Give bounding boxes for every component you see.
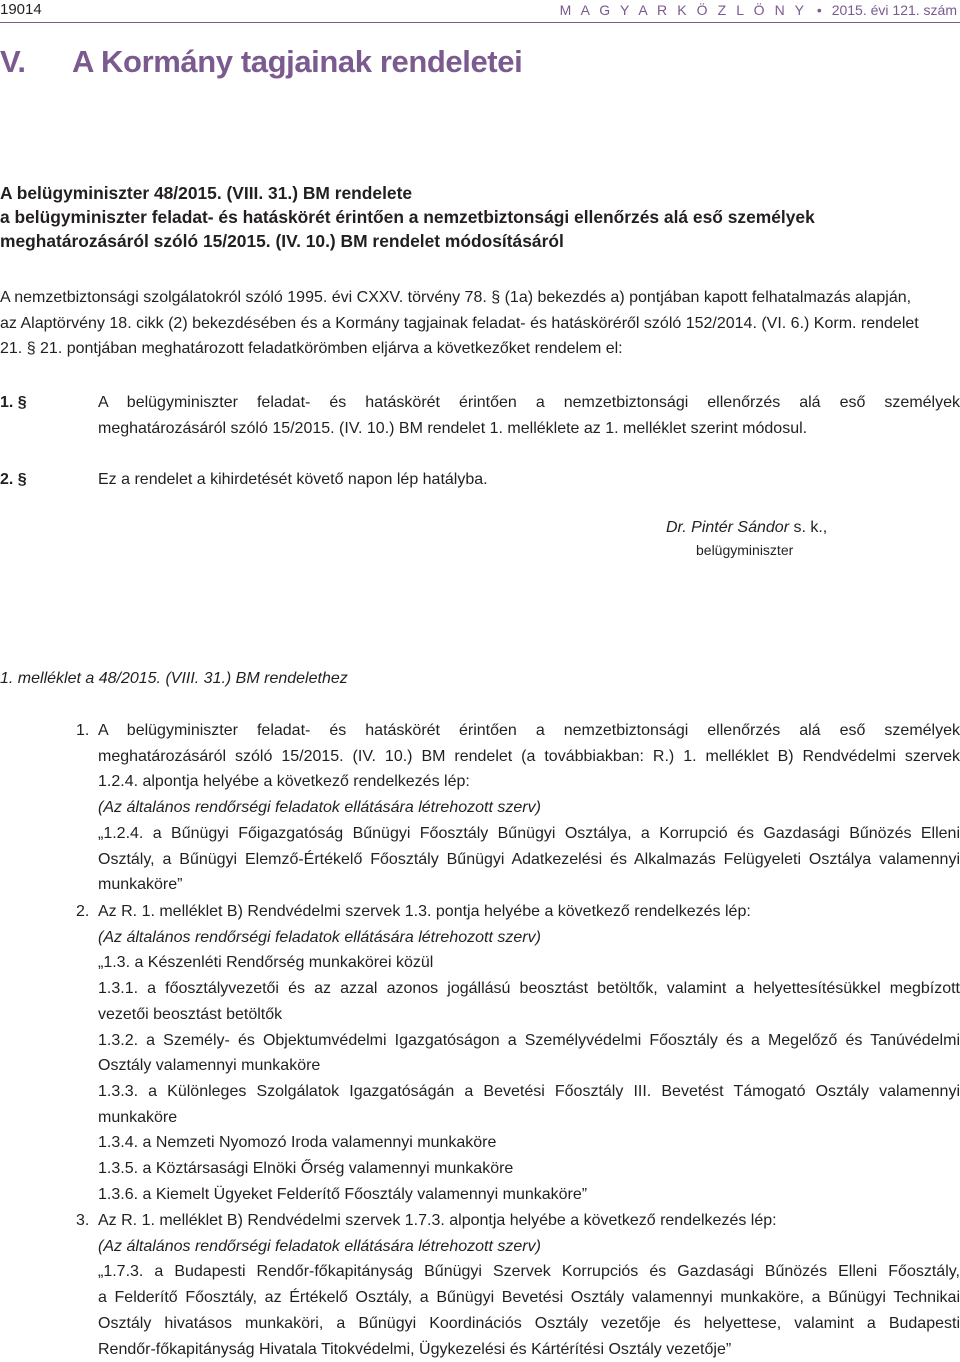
preamble-line: A nemzetbiztonsági szolgálatokról szóló 1995. évi CXXV. törvény 78. § (1a) bekezdés a) pontjában kapott felhatalmazás alapján,	[0, 289, 912, 306]
article-line: Ez a rendelet a kihirdetését követő napon lép hatályba.	[98, 471, 488, 488]
bullet-separator: •	[816, 2, 822, 18]
annex-line: meghatározásáról szóló 15/2015. (IV. 10.) BM rendelet (a továbbiakban: R.) 1. melléklet B) Rendvédelmi szervek	[98, 747, 960, 765]
annex-line: munkaköre”	[98, 876, 183, 894]
annex-line: A belügyminiszter feladat- és hatáskörét érintően a nemzetbiztonsági ellenőrzés alá eső személyek	[98, 722, 960, 739]
section-title-text: A Kormány tagjainak rendeletei	[72, 44, 523, 79]
article-line: meghatározásáról szóló 15/2015. (IV. 10.) BM rendelet 1. melléklete az 1. melléklet szerint módosul.	[98, 419, 808, 437]
signer-title: belügyminiszter	[696, 542, 794, 558]
annex-line: 1.3.6. a Kiemelt Ügyeket Felderítő Főosztály valamennyi munkaköre”	[98, 1185, 588, 1203]
decree-title-line: meghatározásáról szóló 15/2015. (IV. 10.) BM rendelet módosításáról	[0, 231, 564, 251]
annex-line: munkaköre	[98, 1108, 178, 1126]
decree-title	[0, 181, 960, 253]
annex-line: (Az általános rendőrségi feladatok ellátására létrehozott szerv)	[98, 799, 541, 817]
signature-name	[666, 519, 827, 537]
annex-item-number: 3.	[76, 1212, 90, 1229]
signer-suffix: s. k.,	[789, 519, 828, 536]
article-text	[98, 467, 960, 493]
annex-item-body	[98, 1208, 960, 1362]
annex-line: Az R. 1. melléklet B) Rendvédelmi szervek 1.7.3. alpontja helyébe a következő rendelkezés lép:	[98, 1212, 777, 1229]
annex-line: vezetői beosztást betöltők	[98, 1005, 283, 1023]
preamble-line: 21. § 21. pontjában meghatározott feladatkörömben eljárva a következőket rendelem el:	[0, 340, 623, 358]
annex-line: Rendőr-főkapitányság Hivatala Titokvédelmi, Ügykezelési és Kártérítési Osztály vezetője”	[98, 1340, 732, 1358]
section-number: V.	[0, 44, 26, 79]
annex-line: „1.2.4. a Bűnügyi Főigazgatóság Bűnügyi Főosztály Bűnügyi Osztálya, a Korrupció és Gazdasági Bűnözés Elleni	[98, 824, 960, 842]
annex-line: 1.2.4. alpontja helyébe a következő rendelkezés lép:	[98, 773, 470, 791]
article-line: A belügyminiszter feladat- és hatáskörét érintően a nemzetbiztonsági ellenőrzés alá eső személyek	[98, 394, 960, 411]
decree-title-line: a belügyminiszter feladat- és hatáskörét érintően a nemzetbiztonsági ellenőrzés alá eső személyek	[0, 207, 815, 227]
annex-line: „1.3. a Készenléti Rendőrség munkakörei közül	[98, 954, 434, 972]
article-label: 2. §	[0, 471, 27, 488]
annex-item-number: 2.	[76, 903, 90, 920]
annex-line: a Felderítő Főosztály, az Értékelő Osztály, a Bűnügyi Bevetési Osztály valamennyi munkaköre, a Bűnügyi Technikai	[98, 1289, 960, 1307]
annex-line: 1.3.3. a Különleges Szolgálatok Igazgatóságán a Bevetési Főosztály III. Bevetést Támogató Osztály valamennyi	[98, 1082, 960, 1100]
annex-line: 1.3.1. a főosztályvezetői és az azzal azonos jogállású beosztást betöltők, valamint a helyettesítésükkel megbízott	[98, 980, 960, 998]
annex-line: 1.3.2. a Személy- és Objektumvédelmi Igazgatóságon a Személyvédelmi Főosztály és a Megelőző és Tanúvédelmi	[98, 1031, 960, 1049]
annex-line: (Az általános rendőrségi feladatok ellátására létrehozott szerv)	[98, 928, 541, 946]
issue-number: 2015. évi 121. szám	[831, 2, 957, 18]
article-text	[98, 390, 960, 441]
running-header	[560, 1, 957, 19]
page-number: 19014	[0, 1, 42, 18]
annex-line: (Az általános rendőrségi feladatok ellátására létrehozott szerv)	[98, 1237, 541, 1255]
annex-item-number: 1.	[76, 722, 90, 739]
article-label: 1. §	[0, 394, 27, 411]
annex-line: 1.3.5. a Köztársasági Elnöki Őrség valamennyi munkaköre	[98, 1160, 514, 1178]
signer-name: Dr. Pintér Sándor	[666, 519, 790, 536]
annex-line: Az R. 1. melléklet B) Rendvédelmi szervek 1.3. pontja helyébe a következő rendelkezés lép:	[98, 903, 751, 920]
annex-line: Osztály valamennyi munkaköre	[98, 1057, 321, 1075]
header-rule	[0, 22, 960, 23]
annex-title: 1. melléklet a 48/2015. (VIII. 31.) BM rendelethez	[0, 670, 348, 687]
annex-line: 1.3.4. a Nemzeti Nyomozó Iroda valamennyi munkaköre	[98, 1134, 497, 1152]
preamble-line: az Alaptörvény 18. cikk (2) bekezdésében és a Kormány tagjainak feladat- és hatásköréről szóló 152/2014. (VI. 6.) Korm. rendelet	[0, 314, 919, 332]
preamble	[0, 285, 960, 362]
annex-line: „1.7.3. a Budapesti Rendőr-főkapitányság Bűnügyi Szervek Korrupciós és Gazdasági Bűnözés Elleni Főosztály,	[98, 1263, 960, 1281]
annex-item-body	[98, 718, 960, 898]
decree-title-line: A belügyminiszter 48/2015. (VIII. 31.) BM rendelete	[0, 183, 413, 203]
annex-line: Osztály hivatásos munkaköri, a Bűnügyi Koordinációs Osztály vezetője és helyettese, valamint a Budapesti	[98, 1314, 960, 1332]
journal-name: M A G Y A R K Ö Z L Ö N Y	[559, 2, 808, 18]
annex-line: Osztály, a Bűnügyi Elemző-Értékelő Főosztály Bűnügyi Adatkezelési és Alkalmazás Felügyeleti Osztálya valamennyi	[98, 850, 960, 868]
section-title	[0, 44, 522, 80]
annex-item-body	[98, 899, 960, 1207]
